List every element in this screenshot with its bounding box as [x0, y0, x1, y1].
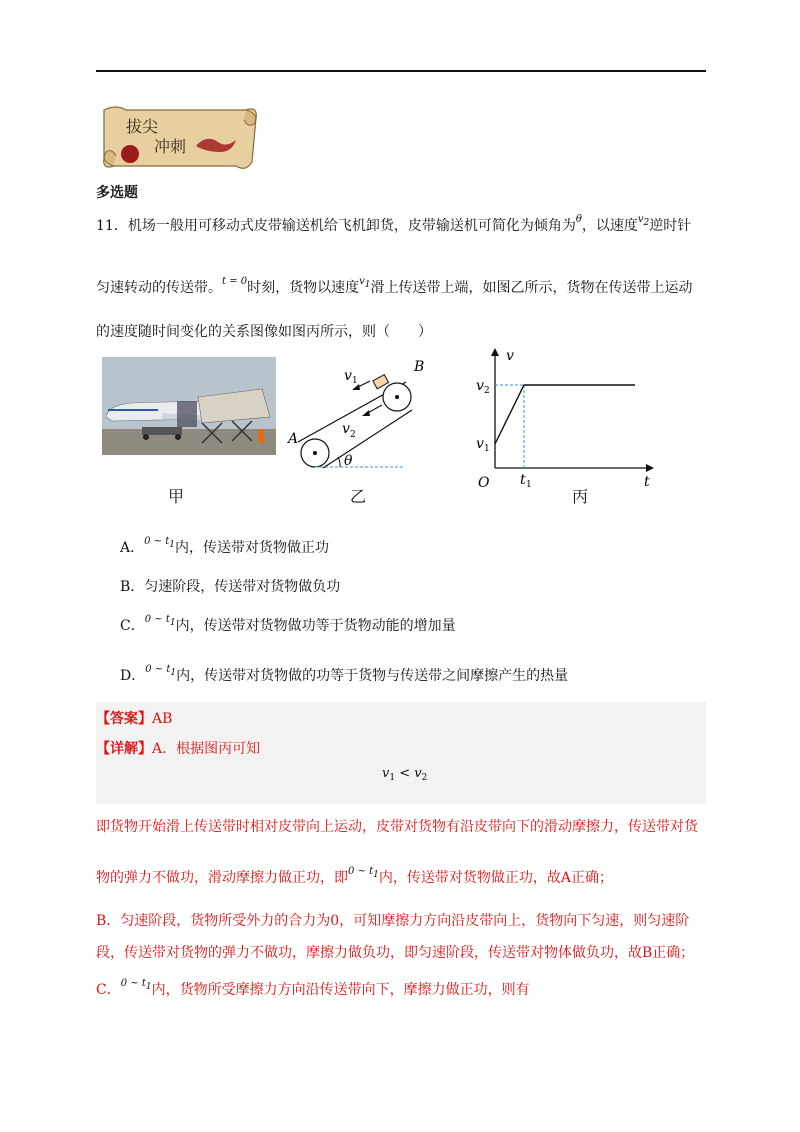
answer-line [96, 708, 172, 728]
question-text: 机场一般用可移动式皮带输送机给飞机卸货，皮带输送机可简化为倾角为 [127, 218, 576, 234]
question-line-3: 的速度随时间变化的关系图像如图丙所示，则（ ） [96, 324, 432, 340]
graph-v2: v [476, 378, 484, 394]
label-A: A [288, 431, 299, 447]
graph-v2-sub: 2 [484, 386, 490, 396]
label-v1: v [344, 368, 352, 384]
detail-paragraph-5: C．$^{0 \sim t1}$内，货物所受摩擦力方向沿传送带向下，摩擦力做正功，则有 [96, 978, 530, 998]
graph-v1: v [476, 436, 484, 452]
question-line-1 [96, 214, 691, 235]
section-title: 多选题 [96, 185, 138, 201]
detail-a-intro: A．根据图丙可知 [152, 741, 261, 757]
scroll-banner [96, 104, 262, 174]
option-a: A．$^{0 \sim t1}$内，传送带对货物做正功 [120, 536, 329, 556]
axis-t-label: t [644, 474, 650, 490]
option-b: B．匀速阶段，传送带对货物做负功 [120, 579, 341, 595]
caption-jia: 甲 [168, 487, 185, 506]
vt-graph [470, 342, 660, 490]
v1-symbol: v1 [359, 276, 371, 290]
axis-v-label: v [506, 348, 514, 364]
banner-line2: 冲刺 [154, 137, 187, 156]
label-B: B [414, 359, 425, 375]
option-d-range: 0 ~ t1 [145, 664, 177, 678]
v2-symbol: v2 [637, 214, 650, 228]
top-rule [96, 70, 706, 72]
graph-t1-sub: 1 [526, 480, 532, 490]
detail-paragraph-4: 段，传送带对货物的弹力不做功，摩擦力做负功，即匀速阶段，传送带对物体做负功，故B正确； [96, 945, 695, 961]
origin-label: O [478, 475, 490, 490]
detail-line [96, 738, 260, 758]
t0-symbol: t = 0 [222, 276, 248, 287]
option-c: C．$^{0 \sim t1}$内，传送带对货物做功等于货物动能的增加量 [120, 614, 456, 634]
label-v2: v [342, 421, 350, 437]
option-c-range: 0 ~ t1 [144, 614, 176, 628]
label-theta: θ [344, 453, 353, 469]
question-line-2 [96, 276, 693, 297]
detail-paragraph-3: B．匀速阶段，货物所受外力的合力为0，可知摩擦力方向沿皮带向上，货物向下匀速，则匀速阶 [96, 913, 690, 929]
question-text: 匀速转动的传送带。 [96, 280, 222, 296]
detail-paragraph-2: 物的弹力不做功，滑动摩擦力做正功，即$^{0 \sim t1}$内，传送带对货物做正功，故A正确； [96, 866, 613, 886]
detail-paragraph-1: 即货物开始滑上传送带时相对皮带向上运动，皮带对货物有沿皮带向下的滑动摩擦力，传送带对货 [96, 819, 698, 835]
answer-value: AB [152, 711, 173, 727]
caption-yi: 乙 [350, 487, 367, 506]
theta-symbol: θ [575, 214, 582, 225]
conveyor-diagram [286, 355, 426, 475]
question-text: 时刻，货物以速度 [247, 280, 360, 296]
option-a-range: 0 ~ t1 [144, 536, 175, 550]
question-text: 逆时针 [649, 218, 692, 234]
question-number: 11． [96, 218, 128, 234]
caption-bing: 丙 [572, 487, 589, 506]
banner-line1: 拔尖 [126, 117, 159, 136]
graph-t1: t [520, 472, 526, 488]
answer-label: 【答案】 [96, 711, 152, 727]
formula-v1-lt-v2: $v_1 < v_2$ [382, 766, 428, 783]
graph-v1-sub: 1 [484, 444, 490, 454]
label-v2-sub: 2 [350, 430, 356, 440]
detail-label: 【详解】 [96, 741, 152, 757]
option-d: D．$^{0 \sim t1}$内，传送带对货物做的功等于货物与传送带之间摩擦产生的热量 [120, 664, 569, 684]
question-text: ，以速度 [581, 218, 638, 234]
airport-photo [102, 357, 276, 455]
question-text: 滑上传送带上端，如图乙所示，货物在传送带上运动 [370, 280, 693, 296]
label-v1-sub: 1 [352, 376, 358, 386]
